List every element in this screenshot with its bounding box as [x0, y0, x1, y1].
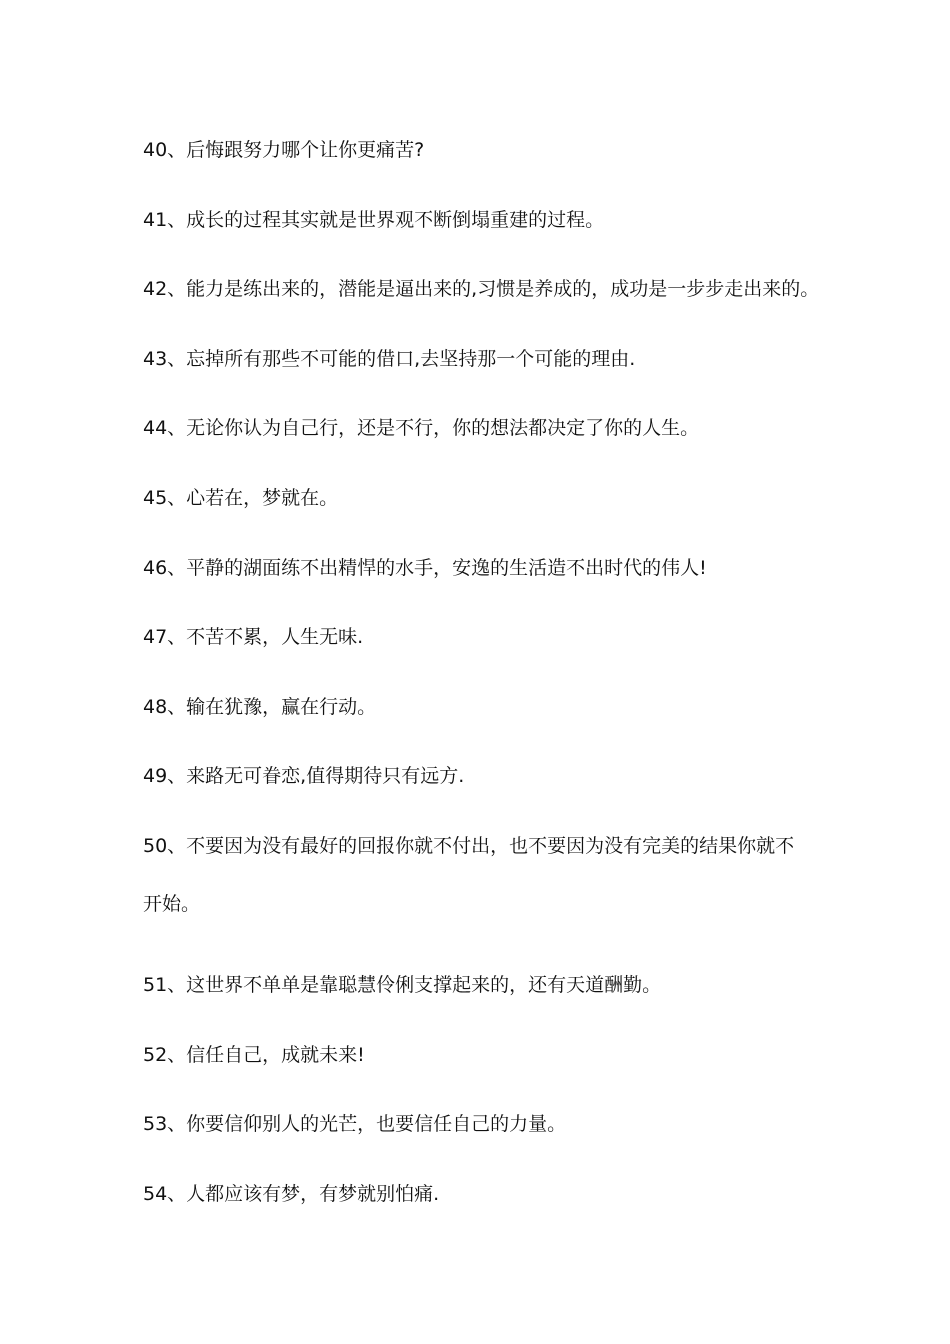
quote-line-47: 47、不苦不累，人生无味. — [143, 626, 364, 649]
quote-line-44: 44、无论你认为自己行，还是不行，你的想法都决定了你的人生。 — [143, 417, 700, 440]
quote-line-50: 50、不要因为没有最好的回报你就不付出，也不要因为没有完美的结果你就不开始。 — [143, 834, 795, 915]
quote-line-48: 48、输在犹豫，赢在行动。 — [143, 695, 377, 718]
quote-line-41: 41、成长的过程其实就是世界观不断倒塌重建的过程。 — [143, 208, 605, 231]
quote-line-42: 42、能力是练出来的，潜能是逼出来的,习惯是养成的，成功是一步步走出来的。 — [143, 278, 820, 301]
quote-line-43: 43、忘掉所有那些不可能的借口,去坚持那一个可能的理由. — [143, 347, 636, 370]
quote-line-53: 53、你要信仰别人的光芒，也要信任自己的力量。 — [143, 1113, 567, 1136]
quote-line-52: 52、信任自己，成就未来! — [143, 1043, 365, 1066]
quote-line-45: 45、心若在，梦就在。 — [143, 486, 339, 509]
quote-line-46: 46、平静的湖面练不出精悍的水手，安逸的生活造不出时代的伟人! — [143, 556, 707, 579]
quote-line-49: 49、来路无可眷恋,值得期待只有远方. — [143, 765, 465, 788]
quote-line-54: 54、人都应该有梦，有梦就别怕痛. — [143, 1182, 440, 1205]
quote-line-40: 40、后悔跟努力哪个让你更痛苦? — [143, 139, 425, 161]
quote-line-51: 51、这世界不单单是靠聪慧伶俐支撑起来的，还有天道酬勤。 — [143, 973, 662, 996]
quote-list — [143, 129, 823, 1242]
